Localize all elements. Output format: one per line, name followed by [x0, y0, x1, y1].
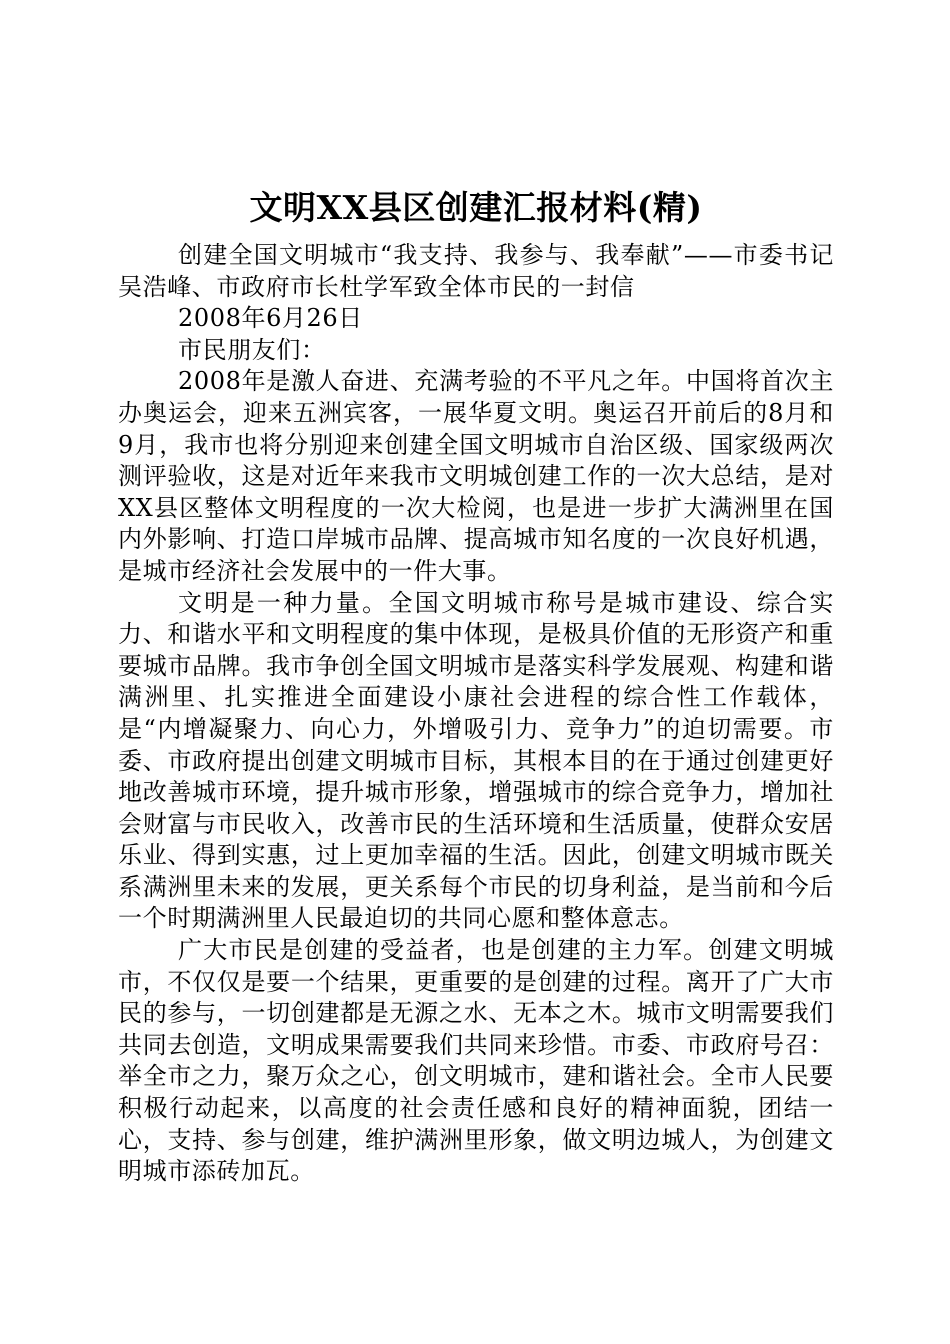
body-paragraph: 文明是一种力量。全国文明城市称号是城市建设、综合实力、和谐水平和文明程度的集中体现，是极具价值的无形资产和重要城市品牌。我市争创全国文明城市是落实科学发展观、构建和谐满洲里、扎实推进全面建设小康社会进程的综合性工作载体，是“内增凝聚力、向心力，外增吸引力、竞争力”的迫切需要。市委、市政府提出创建文明城市目标，其根本目的在于通过创建更好地改善城市环境，提升城市形象，增强城市的综合竞争力，增加社会财富与市民收入，改善市民的生活环境和生活质量，使群众安居乐业、得到实惠，过上更加幸福的生活。因此，创建文明城市既关系满洲里未来的发展，更关系每个市民的切身利益，是当前和今后一个时期满洲里人民最迫切的共同心愿和整体意志。 — [118, 588, 834, 933]
letter-salutation: 市民朋友们： — [178, 335, 326, 364]
body-paragraph: 广大市民是创建的受益者，也是创建的主力军。创建文明城市，不仅仅是要一个结果，更重要的是创建的过程。离开了广大市民的参与，一切创建都是无源之水、无本之木。城市文明需要我们共同去创造，文明成果需要我们共同来珍惜。市委、市政府号召：举全市之力，聚万众之心，创文明城市，建和谐社会。全市人民要积极行动起来，以高度的社会责任感和良好的精神面貌，团结一心，支持、参与创建，维护满洲里形象，做文明边城人，为创建文明城市添砖加瓦。 — [118, 936, 834, 1186]
document-page — [118, 182, 834, 1188]
body-paragraph: 2008年是激人奋进、充满考验的不平凡之年。中国将首次主办奥运会，迎来五洲宾客，一展华夏文明。奥运召开前后的8月和9月，我市也将分别迎来创建全国文明城市自治区级、国家级两次测评验收，这是对近年来我市文明城创建工作的一次大总结，是对XX县区整体文明程度的一次大检阅，也是进一步扩大满洲里在国内外影响、打造口岸城市品牌、提高城市知名度的一次良好机遇，是城市经济社会发展中的一件大事。 — [118, 367, 834, 585]
document-subtitle: 创建全国文明城市“我支持、我参与、我奉献”——市委书记吴浩峰、市政府市长杜学军致全体市民的一封信 — [118, 241, 834, 301]
letter-date: 2008年6月26日 — [178, 304, 363, 333]
document-title: 文明XX县区创建汇报材料(精) — [249, 188, 703, 227]
